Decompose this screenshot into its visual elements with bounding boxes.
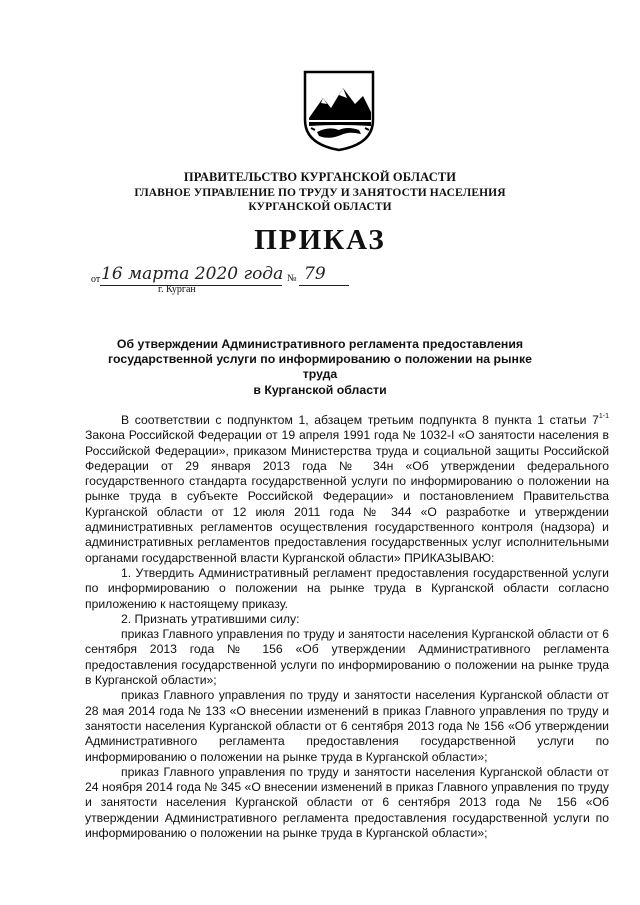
order-body [85,413,609,841]
repealed-order-1: приказ Главного управления по труду и занятости населения Курганской области от 6 сентября 2013 года № 156 «Об утверждении Административного регламента предоставления государственной услуги по информированию о положении на рынке труда в Курганской области»; [85,627,609,688]
article-superscript: 1-1 [598,413,609,420]
department-line-1: ГЛАВНОЕ УПРАВЛЕНИЕ ПО ТРУДУ И ЗАНЯТОСТИ НАСЕЛЕНИЯ [134,187,506,199]
number-underline [299,285,349,286]
document-type-title: ПРИКАЗ [254,224,386,256]
government-name: ПРАВИТЕЛЬСТВО КУРГАНСКОЙ ОБЛАСТИ [183,170,457,184]
preamble-paragraph [85,413,609,566]
number-label: № [287,273,297,284]
department-line-2: КУРГАНСКОЙ ОБЛАСТИ [248,201,392,213]
date-handwritten: 16 марта 2020 года [101,264,284,284]
preamble-text-start: В соответствии с подпунктом 1, абзацем третьим подпункта 8 пункта 1 статьи 7 [121,413,599,427]
preamble-text-rest: Закона Российской Федерации от 19 апреля 1991 года № 1032-I «О занятости населения в Российской Федерации», приказом Министерства труда и социальной защиты Российской Федерации от 29 января 2013 года № 34н «Об утверждении федерального государственного стандарта государственной услуги по информированию о положении на рынке труда в субъекте Российской Федерации» и постановлением Правительства Курганской области от 12 июля 2011 года № 344 «О разработке и утверждении административных регламентов осуществления государственного контроля (надзора) и административных регламентов предоставления государственных услуг исполнительными органами государственной власти Курганской области» ПРИКАЗЫВАЮ: [85,428,609,565]
item-2-paragraph: 2. Признать утратившими силу: [121,611,300,626]
number-handwritten: 79 [304,264,326,284]
subject-line-1: Об утверждении Административного регламента предоставления [116,337,524,351]
order-subject [90,337,550,398]
date-from-label: от [91,274,101,285]
item-1-paragraph: 1. Утвердить Административный регламент предоставления государственной услуги по информированию о положении на рынке труда в Курганской области согласно приложению к настоящему приказу. [85,565,609,611]
subject-line-2: государственной услуги по информированию о положении на рынке труда [108,352,532,382]
department-name [0,186,640,214]
repealed-order-2: приказ Главного управления по труду и занятости населения Курганской области от 28 мая 2014 года № 133 «О внесении изменений в приказ Главного управления по труду и занятости населения Курганской области от 6 сентября 2013 года № 156 «Об утверждении Административного регламента предоставления государственной услуги по информированию о положении на рынке труда в Курганской области»; [85,688,609,764]
city-label: г. Курган [158,284,196,295]
repealed-order-3: приказ Главного управления по труду и занятости населения Курганской области от 24 ноября 2014 года № 345 «О внесении изменений в приказ Главного управления по труду и занятости населения Курганской области от 6 сентября 2013 года № 156 «Об утверждении Административного регламента предоставления государственной услуги по информированию о положении на рынке труда в Курганской области»; [85,764,609,841]
subject-line-3: в Курганской области [253,382,387,397]
coat-of-arms-emblem [299,68,379,152]
